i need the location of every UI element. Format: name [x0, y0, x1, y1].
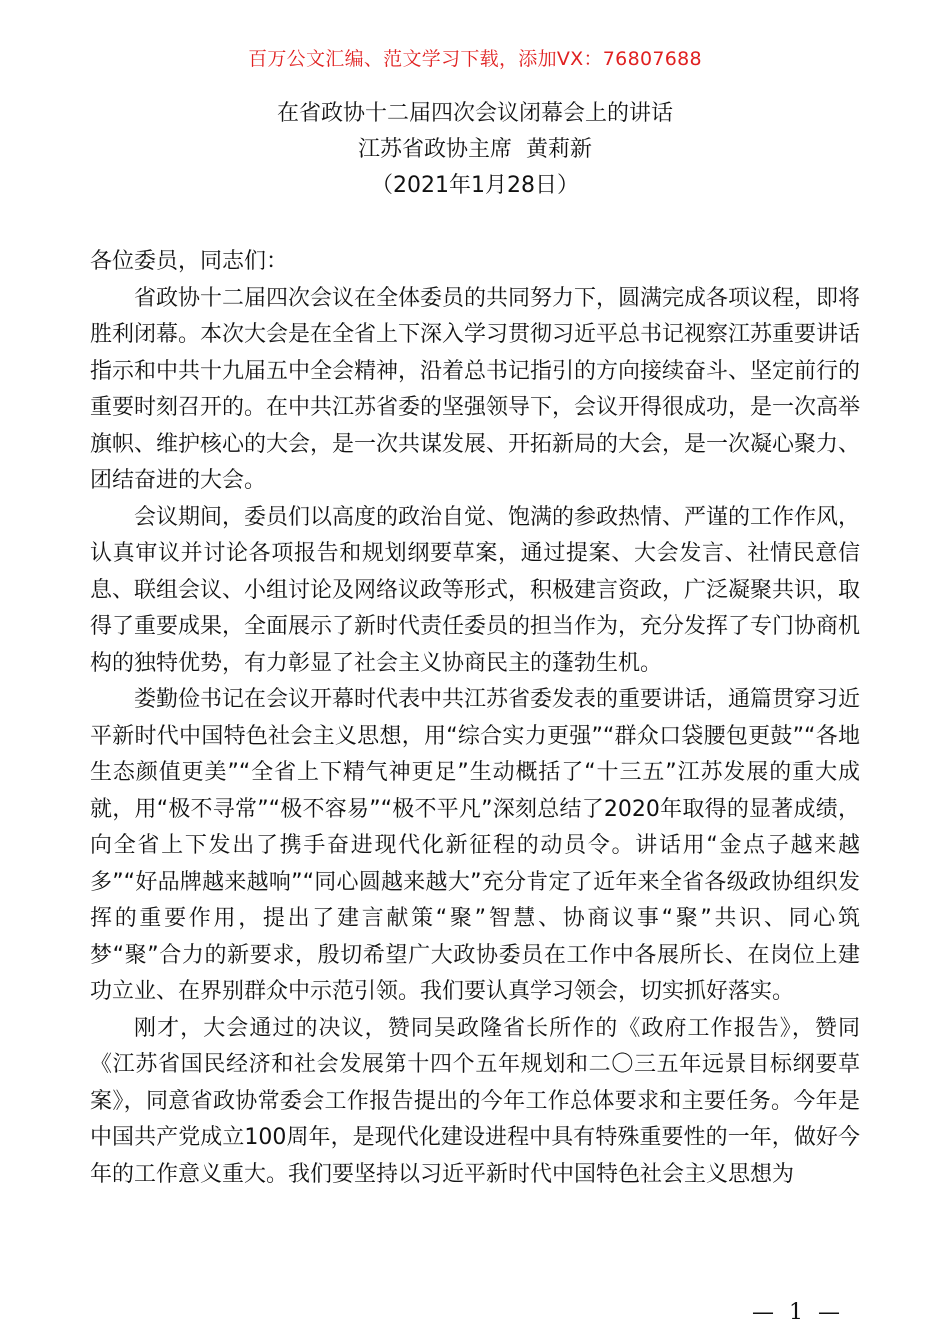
- page-number: — 1 —: [752, 1300, 844, 1325]
- salutation: 各位委员，同志们：: [90, 249, 289, 274]
- body-paragraph: 娄勤俭书记在会议开幕时代表中共江苏省委发表的重要讲话，通篇贯穿习近平新时代中国特色社会主义思想，用“综合实力更强”“群众口袋腰包更鼓”“各地生态颜值更美”“全省上下精气神更足”生动概括了“十三五”江苏发展的重大成就，用“极不寻常”“极不容易”“极不平凡”深刻总结了2020年取得的显著成绩，向全省上下发出了携手奋进现代化新征程的动员令。讲话用“金点子越来越多”“好品牌越来越响”“同心圆越来越大”充分肯定了近年来全省各级政协组织发挥的重要作用，提出了建言献策“聚”智慧、协商议事“聚”共识、同心筑梦“聚”合力的新要求，殷切希望广大政协委员在工作中各展所长、在岗位上建功立业、在界别群众中示范引领。我们要认真学习领会，切实抓好落实。: [90, 687, 861, 1004]
- document-date: （2021年1月28日）: [371, 173, 579, 198]
- document-header: [0, 96, 950, 204]
- body-paragraph: 省政协十二届四次会议在全体委员的共同努力下，圆满完成各项议程，即将胜利闭幕。本次大会是在全省上下深入学习贯彻习近平总书记视察江苏重要讲话指示和中共十九届五中全会精神，沿着总书记指引的方向接续奋斗、坚定前行的重要时刻召开的。在中共江苏省委的坚强领导下，会议开得很成功，是一次高举旗帜、维护核心的大会，是一次共谋发展、开拓新局的大会，是一次凝心聚力、团结奋进的大会。: [90, 285, 861, 493]
- promo-banner: 百万公文汇编、范文学习下载，添加VX：76807688: [248, 48, 702, 70]
- document-title: 在省政协十二届四次会议闭幕会上的讲话: [276, 101, 673, 126]
- document-author: 江苏省政协主席 黄莉新: [358, 137, 592, 162]
- document-body: [90, 244, 860, 1193]
- body-paragraph: 刚才，大会通过的决议，赞同吴政隆省长所作的《政府工作报告》，赞同《江苏省国民经济和社会发展第十四个五年规划和二〇三五年远景目标纲要草案》，同意省政协常委会工作报告提出的今年工作总体要求和主要任务。今年是中国共产党成立100周年，是现代化建设进程中具有特殊重要性的一年，做好今年的工作意义重大。我们要坚持以习近平新时代中国特色社会主义思想为: [90, 1015, 860, 1187]
- body-paragraph: 会议期间，委员们以高度的政治自觉、饱满的参政热情、严谨的工作作风，认真审议并讨论各项报告和规划纲要草案，通过提案、大会发言、社情民意信息、联组会议、小组讨论及网络议政等形式，积极建言资政，广泛凝聚共识，取得了重要成果，全面展示了新时代责任委员的担当作为，充分发挥了专门协商机构的独特优势，有力彰显了社会主义协商民主的蓬勃生机。: [90, 504, 861, 676]
